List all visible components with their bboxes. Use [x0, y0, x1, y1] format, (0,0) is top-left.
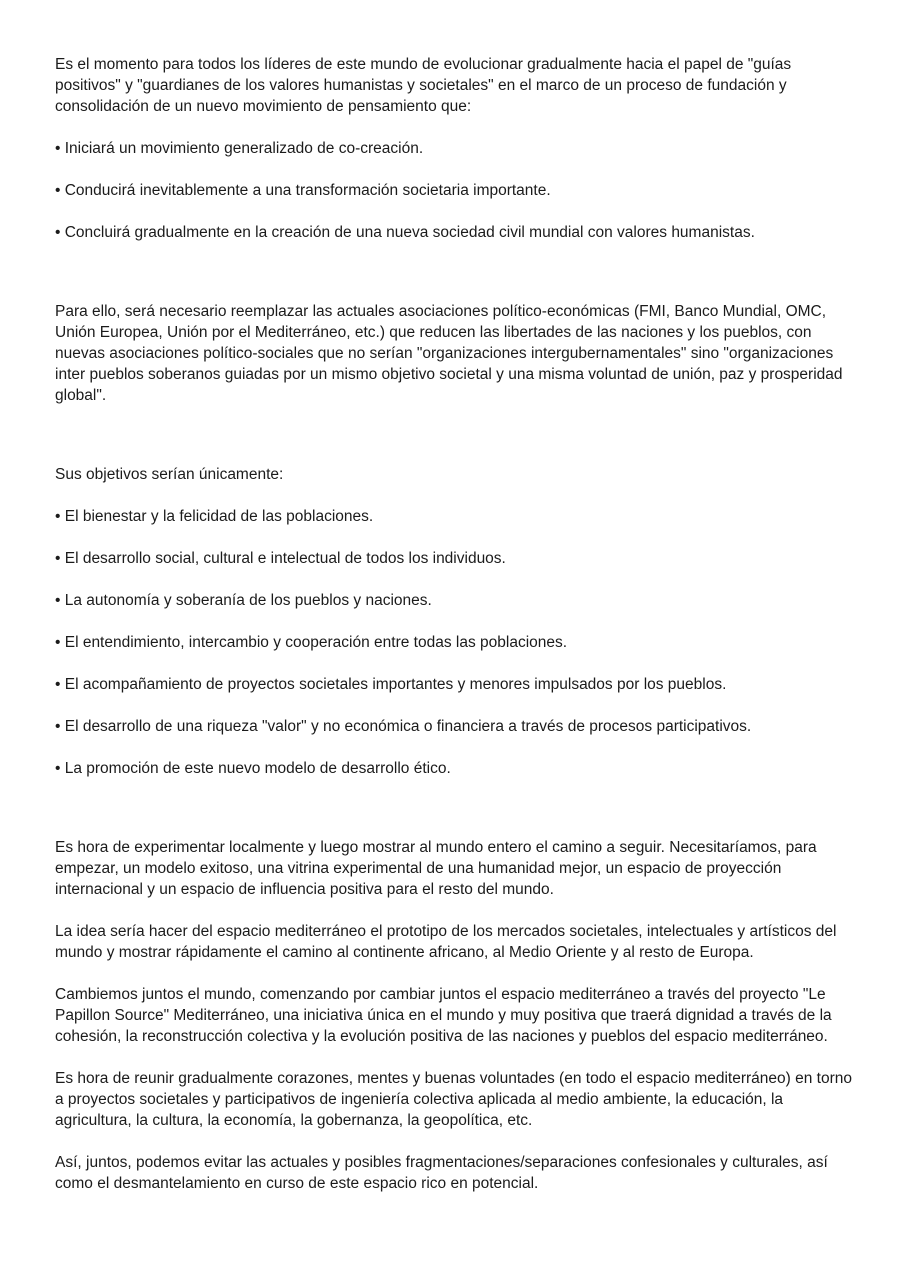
- bullet-item: • La promoción de este nuevo modelo de desarrollo ético.: [55, 760, 451, 777]
- bullet-item: • Iniciará un movimiento generalizado de co-creación.: [55, 140, 424, 157]
- bullet-item: • El bienestar y la felicidad de las poblaciones.: [55, 508, 374, 525]
- paragraph: La idea sería hacer del espacio mediterráneo el prototipo de los mercados societales, intelectuales y artísticos del mundo y mostrar rápidamente el camino al continente africano, al Medio Oriente y al resto de Europa.: [55, 923, 837, 961]
- paragraph: Es hora de reunir gradualmente corazones, mentes y buenas voluntades (en todo el espacio mediterráneo) en torno a proyectos societales y participativos de ingeniería colectiva aplicada al medio ambiente, la educación, la agricultura, la cultura, la economía, la gobernanza, la geopolítica, etc.: [55, 1070, 853, 1129]
- paragraph: Sus objetivos serían únicamente:: [55, 466, 284, 483]
- paragraph: Cambiemos juntos el mundo, comenzando por cambiar juntos el espacio mediterráneo a través del proyecto "Le Papillon Source" Mediterráneo, una iniciativa única en el mundo y muy positiva que traerá dignidad a través de la cohesión, la reconstrucción colectiva y la evolución positiva de las naciones y pueblos del espacio mediterráneo.: [55, 986, 832, 1045]
- document-content: [55, 54, 853, 1194]
- bullet-item: • El desarrollo social, cultural e intelectual de todos los individuos.: [55, 550, 506, 567]
- paragraph: Es el momento para todos los líderes de este mundo de evolucionar gradualmente hacia el papel de "guías positivos" y "guardianes de los valores humanistas y societales" en el marco de un proceso de fundación y consolidación de un nuevo movimiento de pensamiento que:: [55, 56, 792, 115]
- paragraph: Es hora de experimentar localmente y luego mostrar al mundo entero el camino a seguir. Necesitaríamos, para empezar, un modelo exitoso, una vitrina experimental de una humanidad mejor, un espacio de proyección internacional y un espacio de influencia positiva para el resto del mundo.: [55, 839, 817, 898]
- bullet-item: • Concluirá gradualmente en la creación de una nueva sociedad civil mundial con valores humanistas.: [55, 224, 755, 241]
- bullet-item: • El entendimiento, intercambio y cooperación entre todas las poblaciones.: [55, 634, 568, 651]
- bullet-item: • Conducirá inevitablemente a una transformación societaria importante.: [55, 182, 551, 199]
- bullet-item: • El desarrollo de una riqueza "valor" y no económica o financiera a través de procesos participativos.: [55, 718, 752, 735]
- bullet-item: • El acompañamiento de proyectos societales importantes y menores impulsados por los pueblos.: [55, 676, 727, 693]
- paragraph: Así, juntos, podemos evitar las actuales y posibles fragmentaciones/separaciones confesionales y culturales, así como el desmantelamiento en curso de este espacio rico en potencial.: [55, 1154, 828, 1192]
- paragraph: Para ello, será necesario reemplazar las actuales asociaciones político-económicas (FMI, Banco Mundial, OMC, Unión Europea, Unión por el Mediterráneo, etc.) que reducen las libertades de las naciones y los pueblos, con nuevas asociaciones político-sociales que no serían "organizaciones intergubernamentales" sino "organizaciones inter pueblos soberanos guiadas por un mismo objetivo societal y una misma voluntad de unión, paz y prosperidad global".: [55, 303, 843, 404]
- bullet-item: • La autonomía y soberanía de los pueblos y naciones.: [55, 592, 432, 609]
